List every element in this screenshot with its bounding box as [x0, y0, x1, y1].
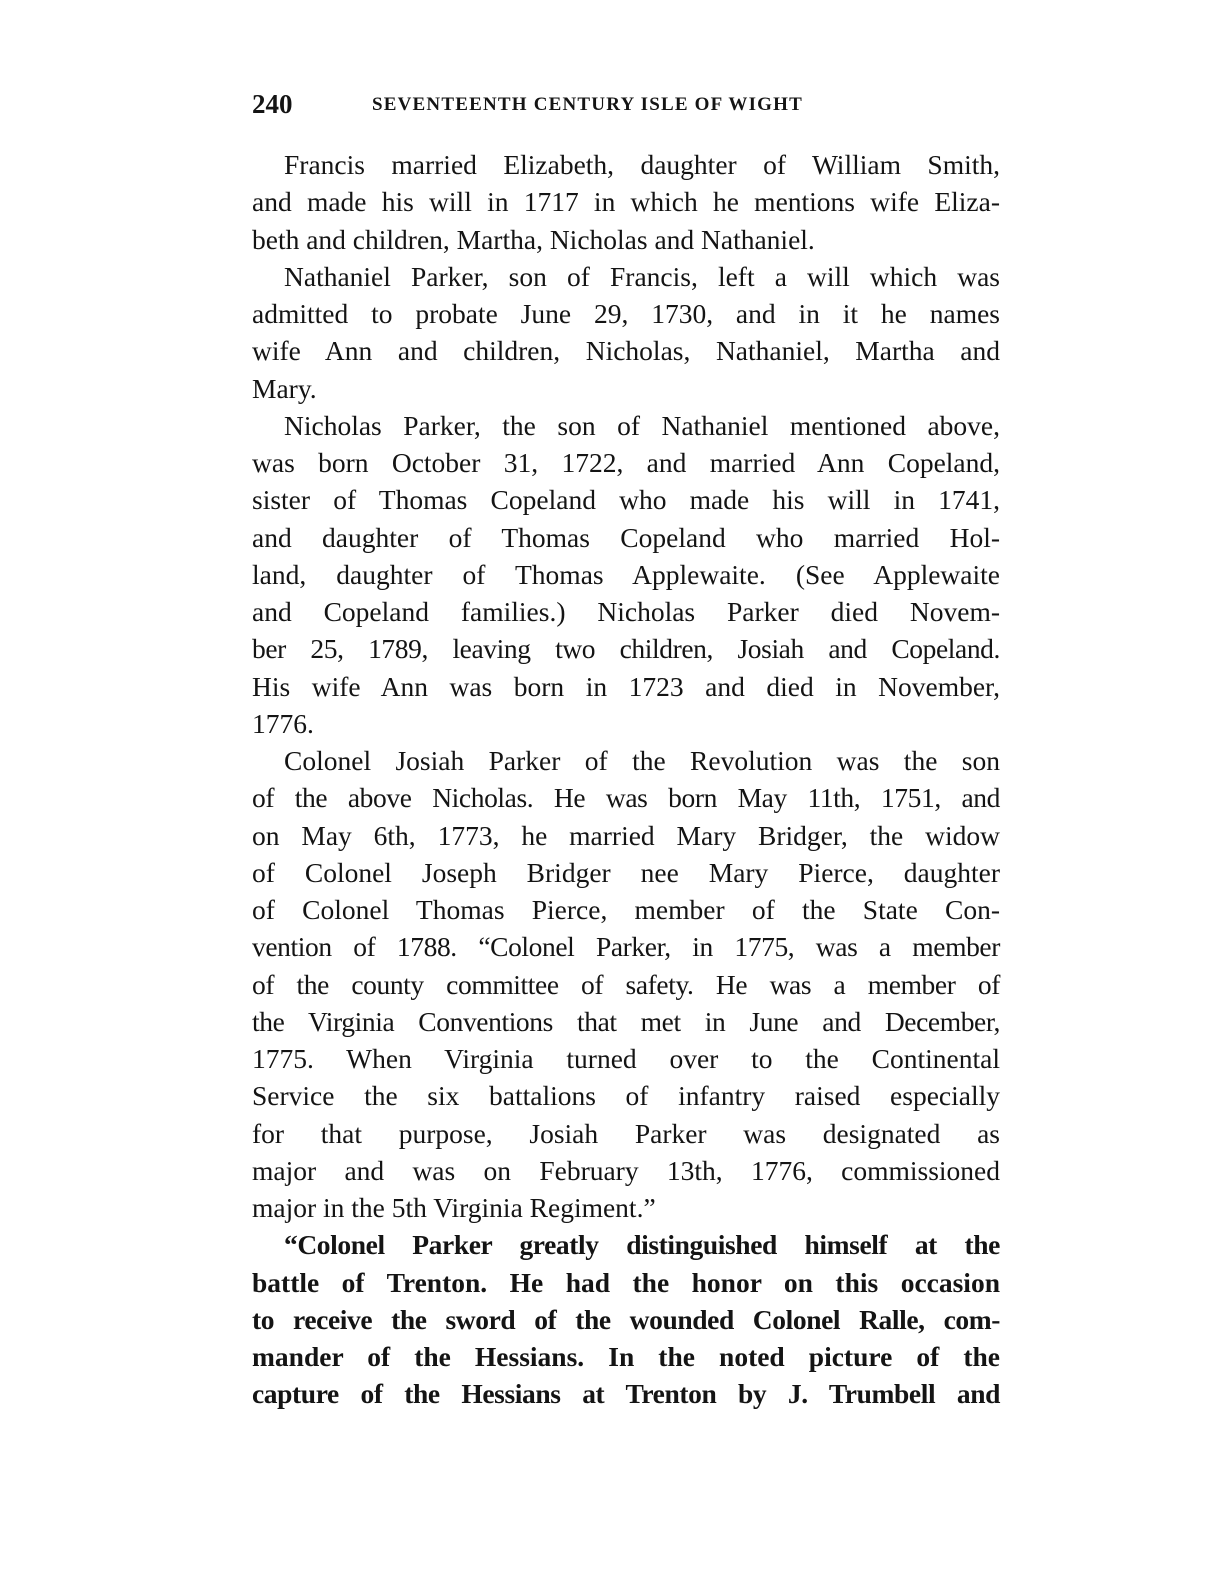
paragraph-francis: [252, 146, 1000, 258]
text-line: of the above Nicholas. He was born May 11th, 1751, and: [252, 782, 1000, 814]
text-line: major and was on February 13th, 1776, commissioned: [252, 1154, 1000, 1186]
text-line: 1775. When Virginia turned over to the Continental: [252, 1043, 1000, 1074]
text-line: and made his will in 1717 in which he mentions wife Eliza-: [252, 186, 1000, 218]
text-line: was born October 31, 1722, and married Ann Copeland,: [252, 447, 1000, 478]
text-line: capture of the Hessians at Trenton by J. Trumbell and: [252, 1378, 1000, 1410]
paragraph-nathaniel: [252, 258, 1000, 407]
text-line: sister of Thomas Copeland who made his will in 1741,: [252, 484, 1000, 516]
text-line: Nathaniel Parker, son of Francis, left a will which was: [284, 260, 1000, 292]
paragraph-trenton: [252, 1226, 1000, 1412]
text-line: ber 25, 1789, leaving two children, Josiah and Copeland.: [252, 633, 1000, 665]
text-line: admitted to probate June 29, 1730, and in it he names: [252, 298, 1000, 329]
text-line: His wife Ann was born in 1723 and died in November,: [252, 670, 1000, 702]
text-line: battle of Trenton. He had the honor on this occasion: [252, 1266, 1000, 1298]
paragraph-nicholas: [252, 407, 1000, 742]
text-line: Francis married Elizabeth, daughter of William Smith,: [284, 149, 1000, 180]
text-line: land, daughter of Thomas Applewaite. (See Applewaite: [252, 558, 1000, 590]
text-line: Colonel Josiah Parker of the Revolution was the son: [284, 745, 1000, 776]
text-line: Service the six battalions of infantry raised especially: [252, 1080, 1000, 1112]
text-line: of the county committee of safety. He was a member of: [252, 968, 1000, 1000]
text-line: and Copeland families.) Nicholas Parker died Novem-: [252, 596, 1000, 627]
text-line: Nicholas Parker, the son of Nathaniel mentioned above,: [284, 409, 1000, 441]
page-number: 240: [252, 89, 293, 119]
body-text: [252, 146, 1000, 1413]
running-head: [252, 86, 1000, 126]
text-line: and daughter of Thomas Copeland who married Hol-: [252, 521, 1000, 553]
text-line: wife Ann and children, Nicholas, Nathaniel, Martha and: [252, 335, 1000, 367]
text-line: of Colonel Thomas Pierce, member of the State Con-: [252, 894, 1000, 925]
text-line: mander of the Hessians. In the noted picture of the: [252, 1341, 1000, 1372]
text-line: beth and children, Martha, Nicholas and Nathaniel.: [252, 223, 815, 255]
text-line: for that purpose, Josiah Parker was designated as: [252, 1117, 1000, 1149]
text-line: of Colonel Joseph Bridger nee Mary Pierce, daughter: [252, 856, 1000, 888]
text-line: on May 6th, 1773, he married Mary Bridger, the widow: [252, 819, 1000, 851]
text-line: vention of 1788. “Colonel Parker, in 1775, was a member: [252, 931, 1000, 963]
text-line: to receive the sword of the wounded Colonel Ralle, com-: [252, 1303, 1000, 1335]
text-line: 1776.: [252, 707, 314, 739]
text-line: “Colonel Parker greatly distinguished himself at the: [284, 1229, 1000, 1261]
text-line: Mary.: [252, 372, 317, 404]
running-title: SEVENTEENTH CENTURY ISLE OF WIGHT: [372, 94, 803, 115]
text-line: the Virginia Conventions that met in June and December,: [252, 1005, 1000, 1037]
text-line: major in the 5th Virginia Regiment.”: [252, 1192, 656, 1223]
paragraph-josiah: [252, 742, 1000, 1226]
